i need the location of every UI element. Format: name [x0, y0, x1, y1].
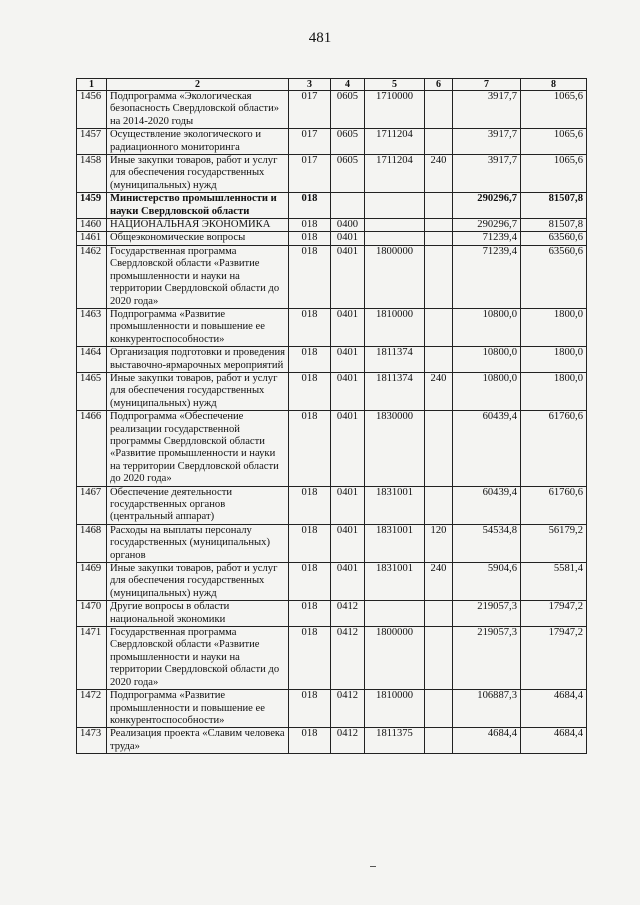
table-row — [77, 486, 587, 524]
amount-1: 3917,7 — [453, 129, 521, 155]
target-code: 1711204 — [365, 129, 425, 155]
table-row — [77, 563, 587, 601]
amount-2: 81507,8 — [521, 219, 587, 232]
amount-1: 3917,7 — [453, 155, 521, 193]
ministry-code: 018 — [289, 308, 331, 346]
target-code: 1831001 — [365, 486, 425, 524]
amount-1: 5904,6 — [453, 563, 521, 601]
amount-2: 1065,6 — [521, 155, 587, 193]
expense-type-code — [425, 193, 453, 219]
amount-1: 60439,4 — [453, 486, 521, 524]
column-header: 4 — [331, 79, 365, 91]
amount-1: 60439,4 — [453, 411, 521, 486]
section-code: 0412 — [331, 627, 365, 690]
section-code: 0401 — [331, 308, 365, 346]
row-name: НАЦИОНАЛЬНАЯ ЭКОНОМИКА — [107, 219, 289, 232]
row-name: Министерство промышленности и науки Свердловской области — [107, 193, 289, 219]
column-header: 8 — [521, 79, 587, 91]
row-number: 1460 — [77, 219, 107, 232]
row-number: 1459 — [77, 193, 107, 219]
target-code — [365, 193, 425, 219]
amount-1: 71239,4 — [453, 232, 521, 245]
table-row — [77, 601, 587, 627]
ministry-code: 017 — [289, 91, 331, 129]
row-number: 1471 — [77, 627, 107, 690]
amount-1: 3917,7 — [453, 91, 521, 129]
target-code: 1831001 — [365, 563, 425, 601]
ministry-code: 018 — [289, 219, 331, 232]
row-name: Подпрограмма «Экологическая безопасность Свердловской области» на 2014-2020 годы — [107, 91, 289, 129]
target-code: 1810000 — [365, 690, 425, 728]
expense-type-code — [425, 347, 453, 373]
row-number: 1466 — [77, 411, 107, 486]
amount-1: 10800,0 — [453, 308, 521, 346]
ministry-code: 018 — [289, 601, 331, 627]
column-header: 6 — [425, 79, 453, 91]
section-code: 0401 — [331, 411, 365, 486]
row-name: Иные закупки товаров, работ и услуг для обеспечения государственных (муниципальных) нужд — [107, 563, 289, 601]
expense-type-code — [425, 245, 453, 308]
budget-table — [76, 78, 587, 754]
section-code: 0401 — [331, 347, 365, 373]
ministry-code: 018 — [289, 486, 331, 524]
table-row — [77, 347, 587, 373]
section-code: 0401 — [331, 245, 365, 308]
row-number: 1467 — [77, 486, 107, 524]
expense-type-code — [425, 627, 453, 690]
section-code: 0400 — [331, 219, 365, 232]
row-number: 1458 — [77, 155, 107, 193]
expense-type-code — [425, 232, 453, 245]
ministry-code: 018 — [289, 563, 331, 601]
section-code: 0605 — [331, 91, 365, 129]
expense-type-code — [425, 486, 453, 524]
target-code: 1800000 — [365, 245, 425, 308]
table-row — [77, 728, 587, 754]
ministry-code: 018 — [289, 245, 331, 308]
amount-1: 10800,0 — [453, 347, 521, 373]
target-code: 1710000 — [365, 91, 425, 129]
table-row — [77, 411, 587, 486]
amount-2: 1065,6 — [521, 91, 587, 129]
ministry-code: 018 — [289, 347, 331, 373]
table-row — [77, 524, 587, 562]
row-name: Государственная программа Свердловской области «Развитие промышленности и науки на территории Свердловской области до 2020 года» — [107, 245, 289, 308]
section-code: 0412 — [331, 690, 365, 728]
expense-type-code — [425, 690, 453, 728]
ministry-code: 018 — [289, 524, 331, 562]
amount-2: 17947,2 — [521, 627, 587, 690]
row-number: 1462 — [77, 245, 107, 308]
section-code: 0401 — [331, 232, 365, 245]
amount-2: 4684,4 — [521, 690, 587, 728]
amount-2: 56179,2 — [521, 524, 587, 562]
row-name: Расходы на выплаты персоналу государственных (муниципальных) органов — [107, 524, 289, 562]
section-code: 0605 — [331, 155, 365, 193]
amount-1: 219057,3 — [453, 601, 521, 627]
table-row — [77, 245, 587, 308]
target-code: 1830000 — [365, 411, 425, 486]
expense-type-code: 120 — [425, 524, 453, 562]
amount-2: 17947,2 — [521, 601, 587, 627]
table-row — [77, 308, 587, 346]
amount-1: 219057,3 — [453, 627, 521, 690]
scan-mark — [370, 866, 376, 867]
row-name: Организация подготовки и проведения выставочно-ярмарочных мероприятий — [107, 347, 289, 373]
target-code — [365, 232, 425, 245]
expense-type-code: 240 — [425, 155, 453, 193]
target-code: 1711204 — [365, 155, 425, 193]
amount-1: 290296,7 — [453, 193, 521, 219]
page-number: 481 — [308, 30, 332, 46]
target-code: 1810000 — [365, 308, 425, 346]
table-row — [77, 219, 587, 232]
row-number: 1464 — [77, 347, 107, 373]
target-code: 1811375 — [365, 728, 425, 754]
section-code: 0401 — [331, 524, 365, 562]
target-code: 1811374 — [365, 372, 425, 410]
ministry-code: 018 — [289, 193, 331, 219]
amount-1: 10800,0 — [453, 372, 521, 410]
ministry-code: 017 — [289, 155, 331, 193]
section-code: 0605 — [331, 129, 365, 155]
table-row — [77, 129, 587, 155]
header-row — [77, 79, 587, 91]
row-name: Иные закупки товаров, работ и услуг для обеспечения государственных (муниципальных) нужд — [107, 155, 289, 193]
table-row — [77, 155, 587, 193]
amount-2: 1800,0 — [521, 308, 587, 346]
row-number: 1470 — [77, 601, 107, 627]
column-header: 1 — [77, 79, 107, 91]
row-name: Осуществление экологического и радиационного мониторинга — [107, 129, 289, 155]
table-row — [77, 91, 587, 129]
table-row — [77, 193, 587, 219]
ministry-code: 018 — [289, 232, 331, 245]
amount-2: 81507,8 — [521, 193, 587, 219]
target-code: 1831001 — [365, 524, 425, 562]
row-name: Государственная программа Свердловской области «Развитие промышленности и науки на территории Свердловской области до 2020 года» — [107, 627, 289, 690]
column-header: 2 — [107, 79, 289, 91]
amount-2: 61760,6 — [521, 411, 587, 486]
amount-1: 290296,7 — [453, 219, 521, 232]
target-code — [365, 601, 425, 627]
table-row — [77, 627, 587, 690]
row-number: 1456 — [77, 91, 107, 129]
ministry-code: 018 — [289, 690, 331, 728]
expense-type-code — [425, 91, 453, 129]
section-code: 0401 — [331, 372, 365, 410]
expense-type-code — [425, 728, 453, 754]
row-name: Подпрограмма «Развитие промышленности и повышение ее конкурентоспособности» — [107, 308, 289, 346]
row-name: Другие вопросы в области национальной экономики — [107, 601, 289, 627]
amount-1: 54534,8 — [453, 524, 521, 562]
row-number: 1465 — [77, 372, 107, 410]
table-row — [77, 232, 587, 245]
amount-1: 4684,4 — [453, 728, 521, 754]
row-number: 1468 — [77, 524, 107, 562]
expense-type-code — [425, 129, 453, 155]
ministry-code: 018 — [289, 372, 331, 410]
amount-2: 1065,6 — [521, 129, 587, 155]
table-row — [77, 690, 587, 728]
row-number: 1473 — [77, 728, 107, 754]
amount-2: 63560,6 — [521, 245, 587, 308]
amount-1: 106887,3 — [453, 690, 521, 728]
row-name: Реализация проекта «Славим человека труда» — [107, 728, 289, 754]
ministry-code: 017 — [289, 129, 331, 155]
amount-2: 61760,6 — [521, 486, 587, 524]
row-number: 1457 — [77, 129, 107, 155]
expense-type-code: 240 — [425, 372, 453, 410]
row-number: 1472 — [77, 690, 107, 728]
section-code — [331, 193, 365, 219]
row-name: Иные закупки товаров, работ и услуг для обеспечения государственных (муниципальных) нужд — [107, 372, 289, 410]
row-name: Обеспечение деятельности государственных органов (центральный аппарат) — [107, 486, 289, 524]
row-number: 1469 — [77, 563, 107, 601]
ministry-code: 018 — [289, 411, 331, 486]
amount-1: 71239,4 — [453, 245, 521, 308]
expense-type-code — [425, 411, 453, 486]
amount-2: 1800,0 — [521, 347, 587, 373]
expense-type-code — [425, 601, 453, 627]
expense-type-code — [425, 219, 453, 232]
column-header: 5 — [365, 79, 425, 91]
amount-2: 63560,6 — [521, 232, 587, 245]
section-code: 0412 — [331, 601, 365, 627]
row-name: Подпрограмма «Обеспечение реализации государственной программы Свердловской области «Развитие промышленности и науки на территории Свердловской области до 2020 года» — [107, 411, 289, 486]
amount-2: 5581,4 — [521, 563, 587, 601]
row-name: Общеэкономические вопросы — [107, 232, 289, 245]
expense-type-code: 240 — [425, 563, 453, 601]
ministry-code: 018 — [289, 728, 331, 754]
amount-2: 1800,0 — [521, 372, 587, 410]
target-code: 1811374 — [365, 347, 425, 373]
section-code: 0412 — [331, 728, 365, 754]
table-row — [77, 372, 587, 410]
column-header: 3 — [289, 79, 331, 91]
expense-type-code — [425, 308, 453, 346]
section-code: 0401 — [331, 563, 365, 601]
section-code: 0401 — [331, 486, 365, 524]
target-code — [365, 219, 425, 232]
target-code: 1800000 — [365, 627, 425, 690]
row-name: Подпрограмма «Развитие промышленности и повышение ее конкурентоспособности» — [107, 690, 289, 728]
row-number: 1463 — [77, 308, 107, 346]
row-number: 1461 — [77, 232, 107, 245]
column-header: 7 — [453, 79, 521, 91]
amount-2: 4684,4 — [521, 728, 587, 754]
ministry-code: 018 — [289, 627, 331, 690]
